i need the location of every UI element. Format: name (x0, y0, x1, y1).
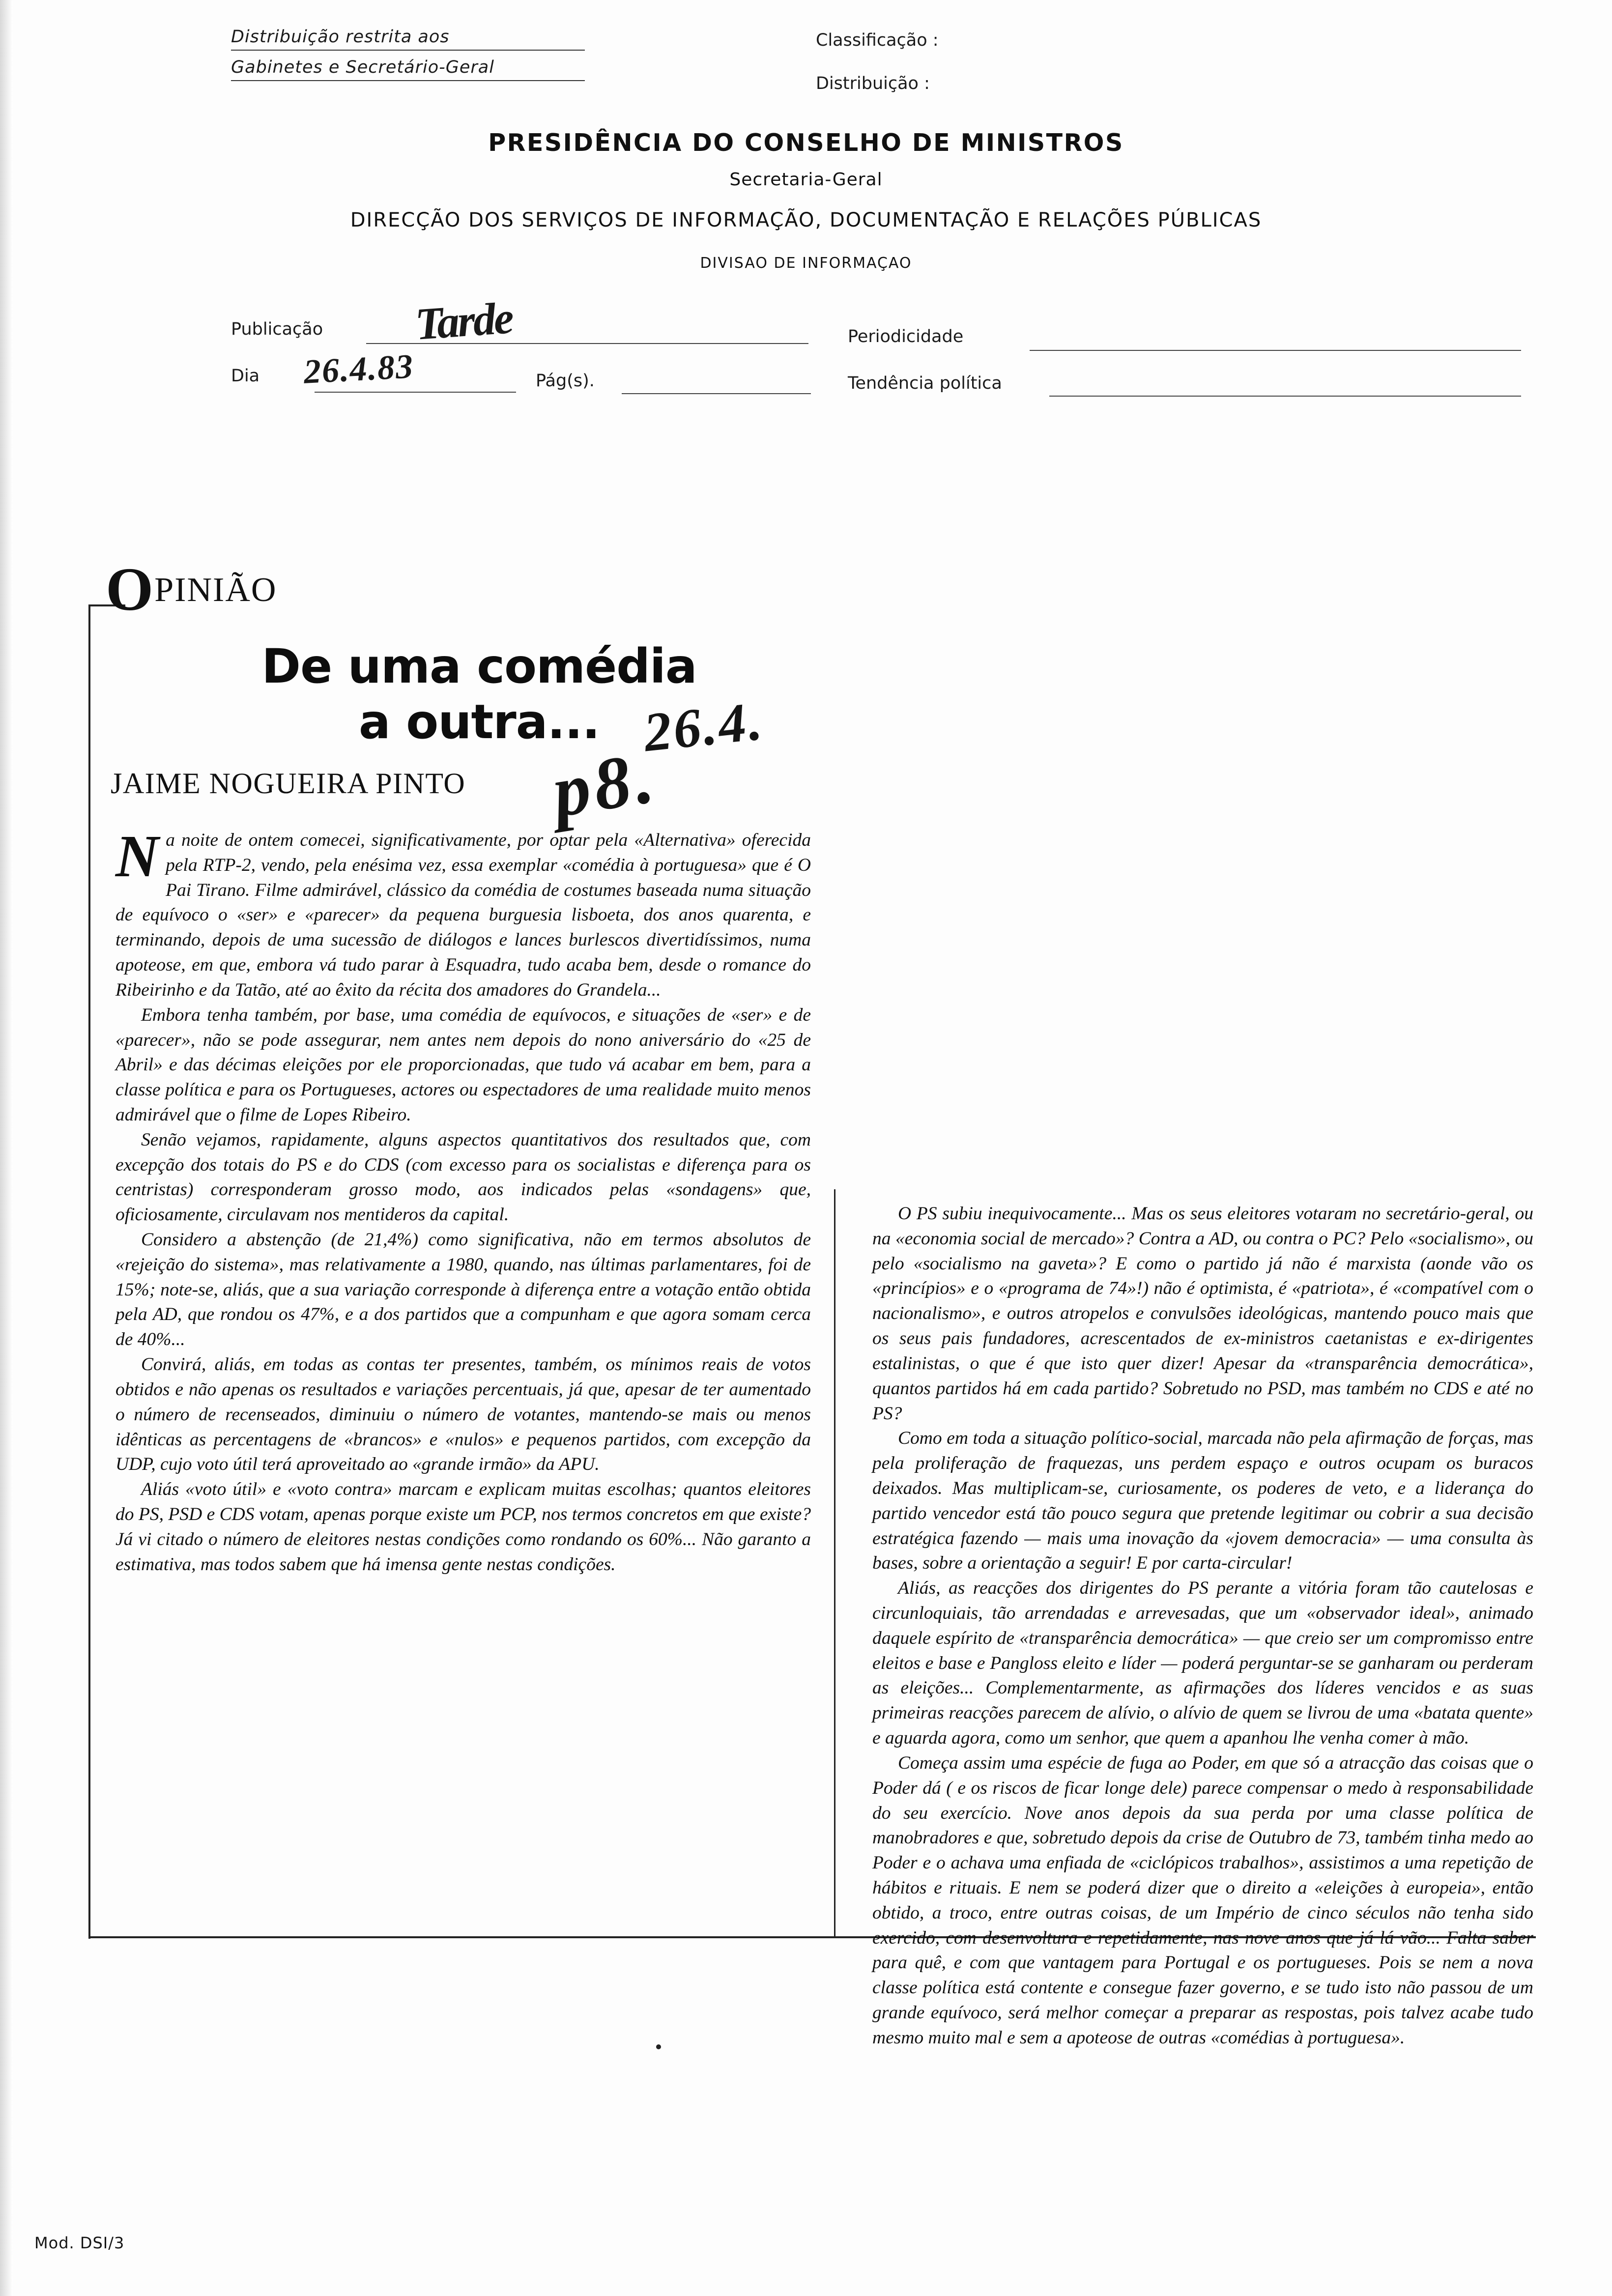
paragraph: Como em toda a situação político-social, marcada não pela afirmação de forças, mas pela proliferação de fraquezas, uns perdem espaço e outros ocupam os buracos deixados. Mas multiplicam-se, curiosamente, os poderes de veto, e a liderança do partido vencedor está tão pouco segura que pretende legitimar ou cobrir a sua decisão estratégica fazendo — mais uma inovação da «jovem democracia» — uma consulta às bases, sobre a orientação a seguir! E por carta-circular! (872, 1428, 1533, 1574)
dia-label: Dia (231, 366, 260, 386)
organisation-title: PRESIDÊNCIA DO CONSELHO DE MINISTROS (488, 129, 1124, 157)
headline-line-1: De uma comédia (261, 639, 697, 694)
paragraph: Embora tenha também, por base, uma comédia de equívocos, e situações de «ser» e de «parecer», não se pode assegurar, nem antes nem depois do nono aniversário do «25 de Abril» e das décimas eleições por ele proporcionadas, que tudo vá acabar em bem, para a classe política e para os Portugueses, actores ou espectadores de uma realidade muito menos admirável que o filme de Lopes Ribeiro. (115, 1004, 811, 1125)
publicacao-label: Publicação (231, 319, 323, 339)
periodicidade-label: Periodicidade (848, 327, 964, 346)
paragraph: Começa assim uma espécie de fuga ao Poder, em que só a atracção das coisas que o Poder dá ( e os riscos de ficar longe dele) parece compensar o medo à responsabilidade do seu exercício. Nove anos depois da sua perda por uma classe política de manobradores e que, sobretudo depois da crise de Outubro de 73, também tinha medo ao Poder e o achava uma enfiada de «ciclópicos trabalhos», assistimos a uma repetição de hábitos e rituais. E nem se poderá dizer que o direito a «eleições à europeia», então obtido, a troco, entre outras coisas, de um Império de cinco séculos não tenha sido exercido, com desenvoltura e repetidamente, nas nove anos que já lá vão... Falta saber para quê, e com que vantagem para Portugal e os portugueses. Pois se nem a nova classe política está contente e consegue fazer governo, e se tudo isto não passou de um grande equívoco, será melhor começar a preparar as respostas, pois talvez acabe tudo mesmo muito mal e sem a apoteose de outras «comédias à portuguesa». (872, 1752, 1533, 2048)
pags-label: Pág(s). (536, 371, 595, 391)
paragraph: Senão vejamos, rapidamente, alguns aspectos quantitativos dos resultados que, com excepção dos totais do PS e do CDS (com excesso para os socialistas e diferença para os centristas) corresponderam grosso modo, aos indicados pelas «sondagens» que, oficiosamente, circulavam nos mentideros da capital. (115, 1129, 811, 1225)
paragraph-text: a noite de ontem comecei, significativamente, por optar pela «Alternativa» oferecida pela RTP-2, vendo, pela enésima vez, essa exemplar «comédia à portuguesa» que é O Pai Tirano. Filme admirável, clássico da comédia de costumes baseada numa situação de equívoco o «ser» e «parecer» da pequena burguesia lisboeta, dos anos quarenta, e terminando, depois de uma sucessão de diálogos e lances burlescos divertidíssimos, numa apoteose, em que, embora vá tudo parar à Esquadra, tudo acaba bem, desde o romance do Ribeirinho e da Tatão, até ao êxito da récita dos amadores do Grandela... (115, 830, 811, 1000)
periodicidade-field-rule[interactable] (1030, 350, 1521, 351)
organisation-division: DIVISAO DE INFORMAÇAO (700, 255, 912, 272)
body-dropcap: N (115, 823, 159, 890)
distribution-restriction (231, 27, 585, 81)
form-model-code: Mod. DSI/3 (34, 2234, 125, 2252)
form-header (0, 0, 1612, 442)
clipping-border-left (88, 604, 90, 1939)
paragraph: Aliás, as reacções dos dirigentes do PS perante a vitória foram tão cautelosas e circunloquiais, tão arrendadas e arrevesadas, que um «observador ideal», animado daquele espírito de «transparência democrática» — que creio ser um compromisso entre eleitos e base e Pangloss eleito e líder — poderá perguntar-se se ganharam ou perderam as eleições... Complementarmente, as afirmações dos líderes vencidos e as suas primeiras reacções parecem de alívio, o alívio de quem se livrou de uma «batata quente» e aguarda agora, como um senhor, que quem a apanhou lhe venha comer à mão. (872, 1578, 1533, 1749)
classificacao-label: Classificação : (816, 30, 939, 50)
organisation-subtitle: Secretaria-Geral (729, 170, 883, 190)
paragraph: O PS subiu inequivocamente... Mas os seus eleitores votaram no secretário-geral, ou na «economia social de mercado»? Contra a AD, ou contra o PC? Pelo «socialismo», ou pelo «socialismo na gaveta»? E como o partido já não é marxista (aonde vão os «princípios» e o «programa de 74»!) não é optimista, é «patriota», é «compatível com o nacionalismo», e outros atropelos e convulsões ideológicas, mantendo pouco mais que os seus pais fundadores, acrescentados de ex-ministros caetanistas e ex-dirigentes estalinistas, o que é que isto quer dizer! Apesar da «transparência democrática», quantos partidos há em cada partido? Sobretudo no PSD, mas também no CDS e até no PS? (872, 1204, 1533, 1424)
article-column-right (872, 1202, 1533, 2051)
headline-line-2: a outra... (359, 694, 600, 750)
article-byline: JAIME NOGUEIRA PINTO (111, 767, 466, 800)
column-divider (834, 1189, 835, 1936)
paragraph: Aliás «voto útil» e «voto contra» marcam e explicam muitas escolhas; quantos eleitores do PS, PSD e CDS votam, apenas porque existe um PCP, nos termos concretos em que existe? Já vi citado o número de eleitores nestas condições como rondando os 60%... Não garanto a estimativa, mas todos sabem que há imensa gente nestas condições. (115, 1479, 811, 1575)
article-column-left (115, 823, 811, 1577)
dia-handwritten-value: 26.4.83 (303, 347, 415, 391)
handwritten-page-annotation: p8. (547, 736, 663, 833)
handwritten-date-annotation: 26.4. (641, 690, 767, 764)
distribution-restriction-line2: Gabinetes e Secretário-Geral (231, 57, 585, 81)
pags-field-rule[interactable] (622, 393, 811, 394)
publicacao-handwritten-value: Tarde (413, 292, 514, 349)
distribution-restriction-line1: Distribuição restrita aos (231, 27, 585, 51)
section-title (106, 556, 277, 624)
dia-field-rule[interactable] (315, 392, 516, 393)
newspaper-clipping (42, 521, 1565, 2048)
section-title-rest: PINIÃO (154, 571, 277, 609)
page-center-mark (656, 2044, 661, 2049)
tendencia-field-rule[interactable] (1049, 396, 1521, 397)
paragraph: Considero a abstenção (de 21,4%) como significativa, não em termos absolutos de «rejeição do sistema», mas relativamente a 1980, quando, nas últimas parlamentares, foi de 15%; note-se, aliás, que a sua variação corresponde à diferença entre a votação então obtida pela AD, que rondou os 47%, e a dos partidos que a compunham e que agora somam cerca de 40%... (115, 1230, 811, 1350)
tendencia-politica-label: Tendência política (848, 373, 1002, 393)
paragraph: Convirá, aliás, em todas as contas ter presentes, também, os mínimos reais de votos obtidos e não apenas os resultados e variações percentuais, já que, apesar de ter aumentado o número de recenseados, diminuiu o número de votantes, mantendo-se mais ou menos idênticas as percentagens de «brancos» e «nulos» e pequenos partidos, com excepção da UDP, cujo voto útil terá aproveitado ao «grande irmão» da APU. (115, 1354, 811, 1475)
distribuicao-label: Distribuição : (816, 74, 930, 93)
paragraph (115, 823, 811, 1003)
section-title-dropcap: O (106, 556, 155, 624)
organisation-directorate: DIRECÇÃO DOS SERVIÇOS DE INFORMAÇÃO, DOCUMENTAÇÃO E RELAÇÕES PÚBLICAS (350, 209, 1262, 231)
